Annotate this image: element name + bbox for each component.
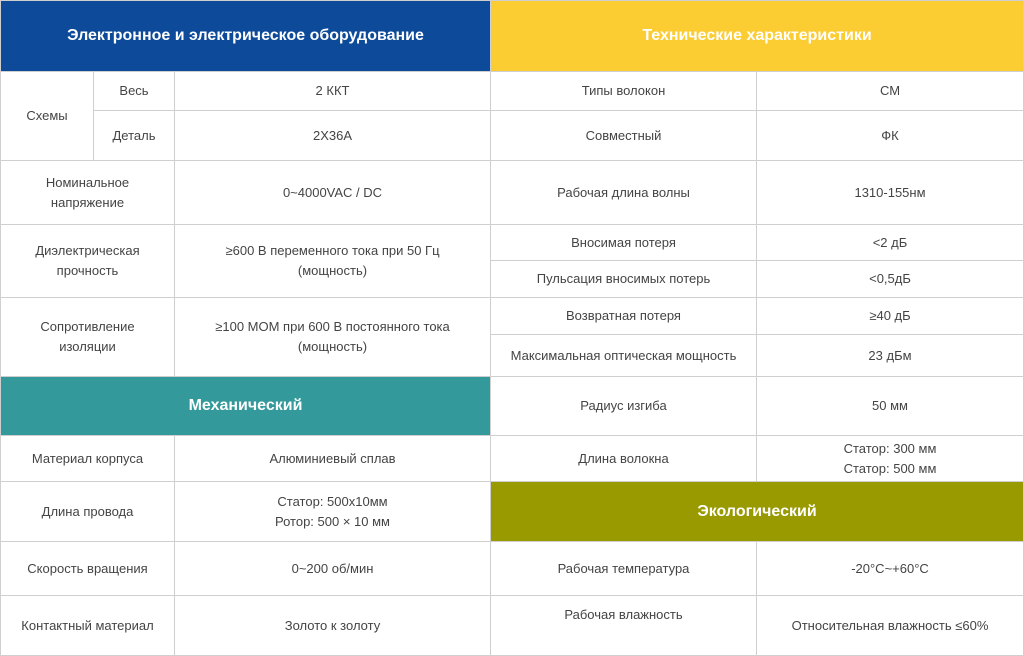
bend-radius-label: Радиус изгиба <box>490 376 757 436</box>
electrical-header: Электронное и электрическое оборудование <box>0 0 491 72</box>
total-value: 2 ККТ <box>174 71 491 111</box>
detail-value: 2X36A <box>174 110 491 161</box>
environmental-header: Экологический <box>490 481 1024 542</box>
temperature-value: -20°C~+60°C <box>756 541 1024 596</box>
technical-header: Технические характеристики <box>490 0 1024 72</box>
circuits-label: Схемы <box>0 71 94 161</box>
wire-length-label: Длина провода <box>0 481 175 542</box>
wavelength-label: Рабочая длина волны <box>490 160 757 225</box>
dielectric-label: Диэлектрическая прочность <box>0 224 175 298</box>
rated-voltage-label: Номинальное напряжение <box>0 160 175 225</box>
speed-label: Скорость вращения <box>0 541 175 596</box>
fiber-types-value: СМ <box>756 71 1024 111</box>
return-loss-label: Возвратная потеря <box>490 297 757 335</box>
wire-length-value: Статор: 500x10мм Ротор: 500 × 10 мм <box>174 481 491 542</box>
fiber-length-value: Статор: 300 мм Статор: 500 мм <box>756 435 1024 482</box>
humidity-value: Относительная влажность ≤60% <box>756 595 1024 656</box>
housing-value: Алюминиевый сплав <box>174 435 491 482</box>
insulation-value: ≥100 МОМ при 600 В постоянного тока (мощность) <box>174 297 491 377</box>
ripple-label: Пульсация вносимых потерь <box>490 260 757 298</box>
insertion-loss-value: <2 дБ <box>756 224 1024 261</box>
compatible-label: Совместный <box>490 110 757 161</box>
return-loss-value: ≥40 дБ <box>756 297 1024 335</box>
fiber-length-label: Длина волокна <box>490 435 757 482</box>
max-power-value: 23 дБм <box>756 334 1024 377</box>
temperature-label: Рабочая температура <box>490 541 757 596</box>
contact-value: Золото к золоту <box>174 595 491 656</box>
compatible-value: ФК <box>756 110 1024 161</box>
contact-label: Контактный материал <box>0 595 175 656</box>
speed-value: 0~200 об/мин <box>174 541 491 596</box>
bend-radius-value: 50 мм <box>756 376 1024 436</box>
rated-voltage-value: 0~4000VAC / DC <box>174 160 491 225</box>
wavelength-value: 1310-155нм <box>756 160 1024 225</box>
humidity-label: Рабочая влажность <box>490 595 757 656</box>
total-label: Весь <box>93 71 175 111</box>
fiber-types-label: Типы волокон <box>490 71 757 111</box>
housing-label: Материал корпуса <box>0 435 175 482</box>
insertion-loss-label: Вносимая потеря <box>490 224 757 261</box>
detail-label: Деталь <box>93 110 175 161</box>
insulation-label: Сопротивление изоляции <box>0 297 175 377</box>
mechanical-header: Механический <box>0 376 491 436</box>
ripple-value: <0,5дБ <box>756 260 1024 298</box>
max-power-label: Максимальная оптическая мощность <box>490 334 757 377</box>
dielectric-value: ≥600 В переменного тока при 50 Гц (мощность) <box>174 224 491 298</box>
